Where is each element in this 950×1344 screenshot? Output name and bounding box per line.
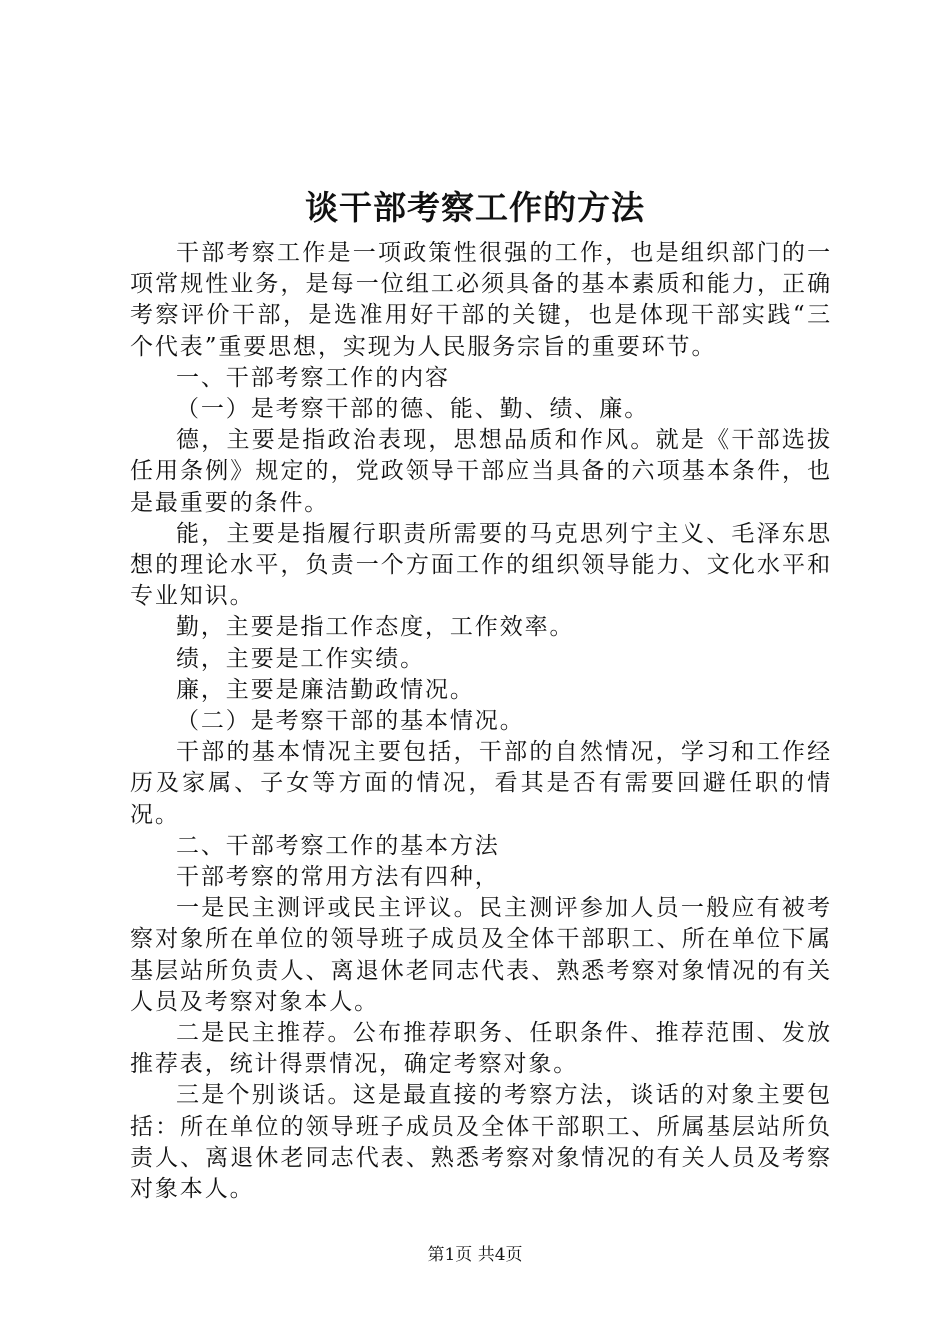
paragraph: 干部的基本情况主要包括，干部的自然情况，学习和工作经历及家属、子女等方面的情况，看其是否有需要回避任职的情况。 [130, 739, 832, 828]
paragraph: 三是个别谈话。这是最直接的考察方法，谈话的对象主要包括：所在单位的领导班子成员及全体干部职工、所属基层站所负责人、离退休老同志代表、熟悉考察对象情况的有关人员及考察对象本人。 [130, 1082, 832, 1203]
paragraph: 能，主要是指履行职责所需要的马克思列宁主义、毛泽东思想的理论水平，负责一个方面工作的组织领导能力、文化水平和专业知识。 [130, 520, 832, 610]
section-heading: 一、干部考察工作的内容 [176, 364, 450, 391]
paragraph: 廉，主要是廉洁勤政情况。 [176, 676, 475, 703]
page-number-footer: 第1页 共4页 [427, 1245, 523, 1265]
paragraph: 一是民主测评或民主评议。民主测评参加人员一般应有被考察对象所在单位的领导班子成员及全体干部职工、所在单位下属基层站所负责人、离退休老同志代表、熟悉考察对象情况的有关人员及考察对象本人。 [130, 895, 832, 1015]
paragraph: 勤，主要是指工作态度，工作效率。 [176, 614, 575, 641]
paragraph: 绩，主要是工作实绩。 [176, 645, 425, 672]
section-heading: 二、干部考察工作的基本方法 [176, 832, 500, 859]
document-title: 谈干部考察工作的方法 [305, 188, 645, 227]
document-body [130, 238, 832, 1205]
paragraph: 干部考察工作是一项政策性很强的工作，也是组织部门的一项常规性业务，是每一位组工必须具备的基本素质和能力，正确考察评价干部，是选准用好干部的关键，也是体现干部实践“三个代表”重要思想，实现为人民服务宗旨的重要环节。 [130, 240, 832, 360]
paragraph: 干部考察的常用方法有四种， [176, 864, 500, 891]
paragraph: 德，主要是指政治表现，思想品质和作风。就是《干部选拔任用条例》规定的，党政领导干部应当具备的六项基本条件，也是最重要的条件。 [130, 427, 832, 516]
subsection-heading: （一）是考察干部的德、能、勤、绩、廉。 [176, 396, 650, 423]
subsection-heading: （二）是考察干部的基本情况。 [176, 708, 525, 735]
paragraph: 二是民主推荐。公布推荐职务、任职条件、推荐范围、发放推荐表，统计得票情况，确定考察对象。 [130, 1020, 832, 1078]
